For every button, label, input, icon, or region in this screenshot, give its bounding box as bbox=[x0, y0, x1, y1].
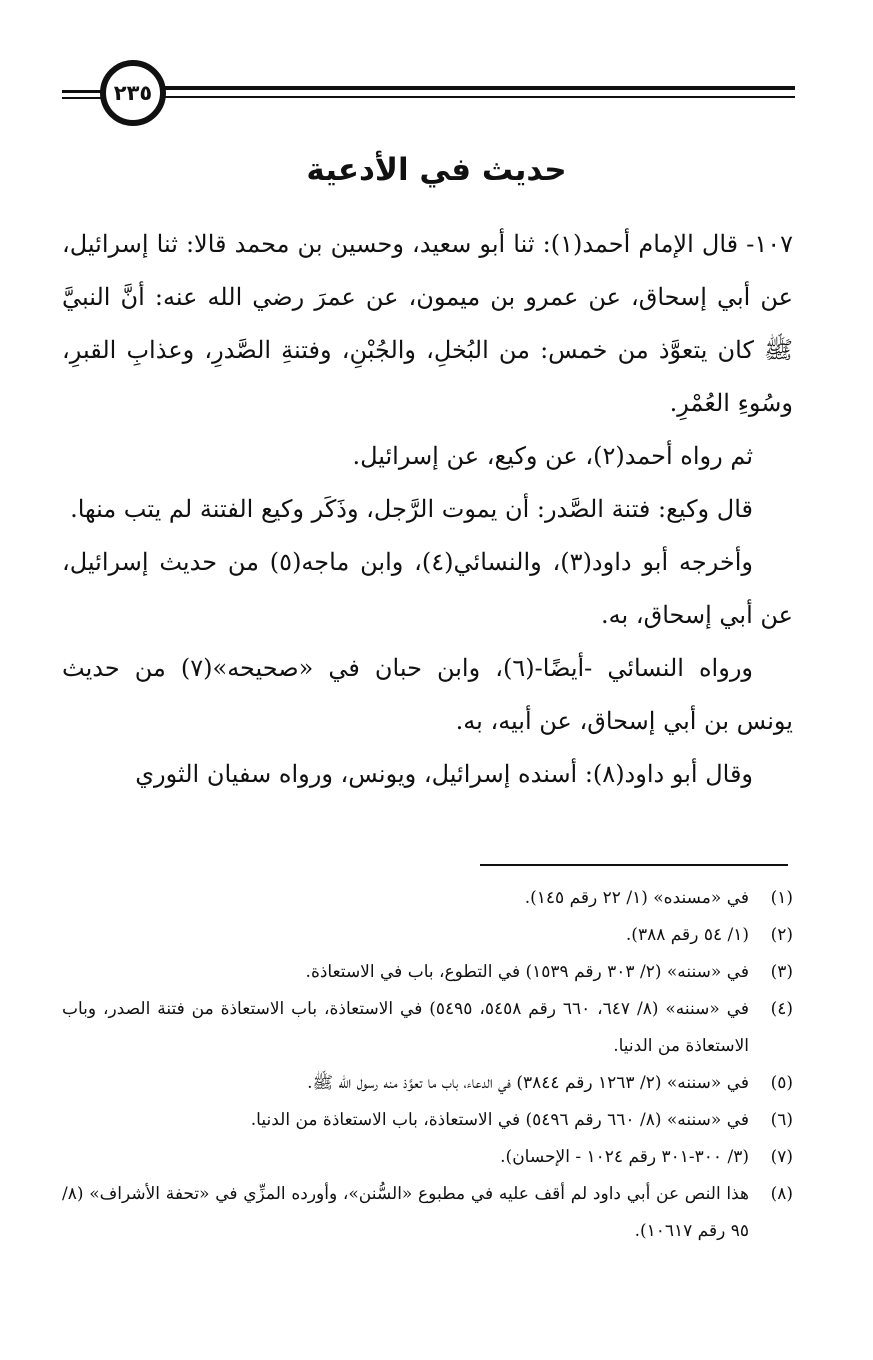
paragraph: قال وكيع: فتنة الصَّدر: أن يموت الرَّجل، وذَكَر وكيع الفتنة لم يتب منها. bbox=[70, 495, 753, 523]
header-rule-left-top bbox=[62, 90, 104, 93]
footnote-text: في «سننه» (٨/ ٦٦٠ رقم ٥٤٩٦) في الاستعاذة، باب الاستعاذة من الدنيا. bbox=[250, 1110, 749, 1130]
header-rule-bottom bbox=[150, 96, 795, 98]
footnote-number: (٧) bbox=[770, 1147, 793, 1167]
footnote-4 bbox=[62, 991, 793, 1065]
footnote-separator bbox=[480, 864, 788, 866]
main-text bbox=[62, 218, 793, 801]
paragraph: ورواه النسائي -أيضًا-(٦)، وابن حبان في «صحيحه»(٧) من حديث يونس بن أبي إسحاق، عن أبيه، به. bbox=[62, 654, 793, 735]
footnotes bbox=[62, 880, 793, 1250]
footnote-8 bbox=[62, 1176, 793, 1250]
footnote-text: هذا النص عن أبي داود لم أقف عليه في مطبوع «السُّنن»، وأورده المزِّي في «تحفة الأشراف» (٨/ ٩٥ رقم ١٠٦١٧). bbox=[62, 1184, 749, 1241]
footnote-7 bbox=[62, 1139, 793, 1176]
footnote-text: في «سننه» (٢/ ٣٠٣ رقم ١٥٣٩) في التطوع، باب في الاستعاذة. bbox=[305, 962, 749, 982]
footnote-number: (٤) bbox=[770, 999, 793, 1019]
footnote-number: (٣) bbox=[770, 962, 793, 982]
paragraph: وأخرجه أبو داود(٣)، والنسائي(٤)، وابن ماجه(٥) من حديث إسرائيل، عن أبي إسحاق، به. bbox=[62, 548, 793, 629]
paragraph: وقال أبو داود(٨): أسنده إسرائيل، ويونس، ورواه سفيان الثوري bbox=[135, 760, 753, 788]
paragraph-107: ١٠٧- قال الإمام أحمد(١): ثنا أبو سعيد، وحسين بن محمد قالا: ثنا إسرائيل، عن أبي إسحاق، عن عمرو بن ميمون، عن عمرَ رضي الله عنه: أنَّ النبيَّ ﷺ كان يتعوَّذ من خمس: من البُخلِ، والجُبْنِ، وفتنةِ الصَّدرِ، وعذابِ القبرِ، وسُوءِ العُمْرِ. bbox=[62, 230, 793, 417]
footnote-text: (٣/ ٣٠٠-٣٠١ رقم ١٠٢٤ - الإحسان). bbox=[500, 1147, 749, 1167]
footnote-number: (٨) bbox=[770, 1184, 793, 1204]
footnote-6 bbox=[62, 1102, 793, 1139]
footnote-2 bbox=[62, 917, 793, 954]
footnote-1 bbox=[62, 880, 793, 917]
footnote-text: (١/ ٥٤ رقم ٣٨٨). bbox=[625, 925, 749, 945]
footnote-5 bbox=[62, 1065, 793, 1102]
footnote-number: (١) bbox=[770, 888, 793, 908]
footnote-text: في «سننه» (٨/ ٦٤٧، ٦٦٠ رقم ٥٤٥٨، ٥٤٩٥) في الاستعاذة، باب الاستعاذة من فتنة الصدر، وباب الاستعاذة من الدنيا. bbox=[62, 999, 750, 1056]
footnote-3 bbox=[62, 954, 793, 991]
paragraph: ثم رواه أحمد(٢)، عن وكيع، عن إسرائيل. bbox=[352, 442, 753, 470]
page-heading: حديث في الأدعية bbox=[306, 152, 567, 188]
footnote-number: (٢) bbox=[770, 925, 793, 945]
header-rule-top bbox=[150, 86, 795, 90]
footnote-text: في «مسنده» (١/ ٢٢ رقم ١٤٥). bbox=[524, 888, 749, 908]
footnote-number: (٦) bbox=[770, 1110, 793, 1130]
footnote-text: في «سننه» (٢/ ١٢٦٣ رقم ٣٨٤٤) في الدعاء، باب ما تعوَّذ منه رسول الله ﷺ. bbox=[307, 1073, 749, 1093]
footnote-number: (٥) bbox=[770, 1073, 793, 1093]
page-number: ٢٣٥ bbox=[100, 60, 166, 126]
header-rule-left-bottom bbox=[62, 97, 104, 99]
